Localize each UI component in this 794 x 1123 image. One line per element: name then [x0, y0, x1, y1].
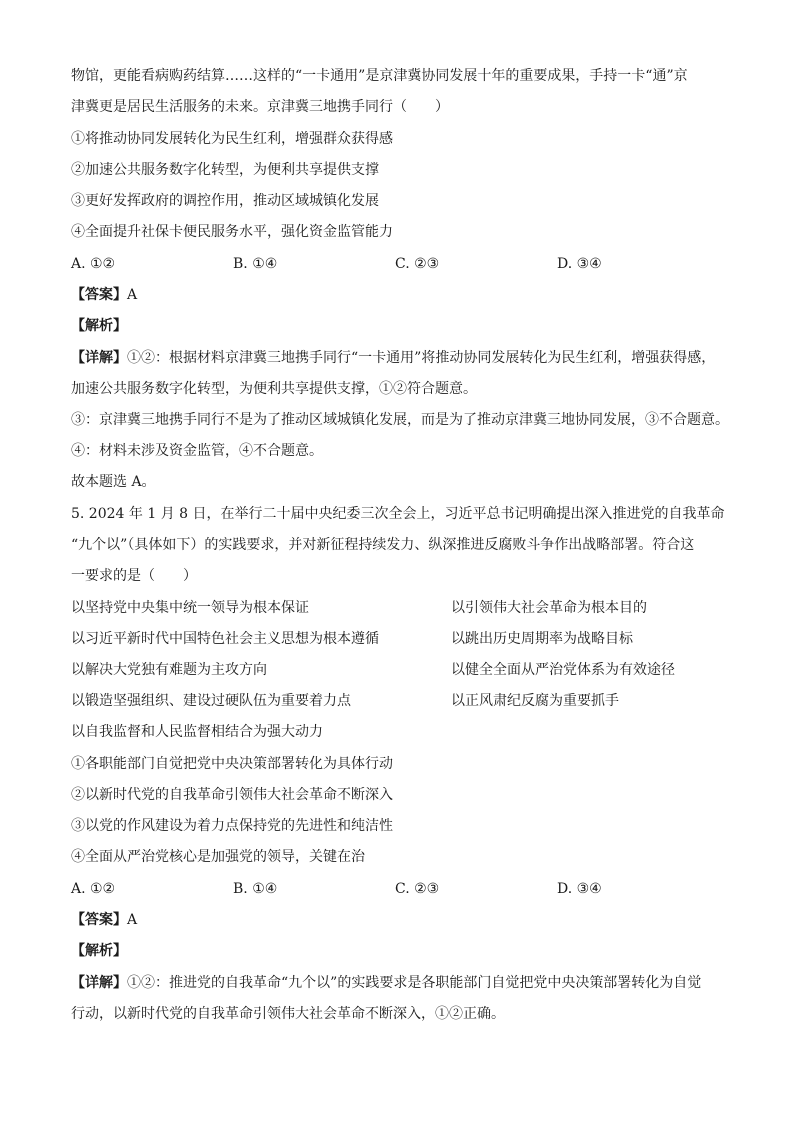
intro-line-2: 津冀更是居民生活服务的未来。京津冀三地携手同行（ ）: [71, 99, 449, 115]
q5-stem-1: 5. 2024 年 1 月 8 日，在举行二十届中央纪委三次全会上，习近平总书记明确提出深入推进党的自我革命: [71, 506, 725, 522]
detail-line-4: ④：材料未涉及资金监管，④不合题意。: [71, 443, 323, 459]
intro-line-1: 物馆，更能看病购药结算……这样的“一卡通用”是京津冀协同发展十年的重要成果，手持一卡“通”京: [71, 68, 688, 84]
q5-option-d: D. ③④: [557, 881, 602, 897]
statement-4: ④全面提升社保卡便民服务水平，强化资金监管能力: [71, 224, 393, 240]
option-c: C. ②③: [395, 256, 440, 272]
detail-line-3: ③：京津冀三地携手同行不是为了推动区域城镇化发展，而是为了推动京津冀三地协同发展，③不合题意。: [71, 412, 729, 428]
q5-option-c: C. ②③: [395, 881, 440, 897]
option-d: D. ③④: [557, 256, 602, 272]
answer: [71, 285, 137, 305]
q5-answer: [71, 910, 137, 930]
q5-pair-3: 以解决大党独有难题为主攻方向 以健全全面从严治党体系为有效途径: [71, 662, 675, 678]
q5-option-a: A. ①②: [71, 881, 116, 897]
q5-analysis-label: 【解析】: [71, 943, 127, 959]
option-b: B. ①④: [233, 256, 278, 272]
answer-value: A: [127, 287, 138, 303]
q5-detail-line-2: 行动，以新时代党的自我革命引领伟大社会革命不断深入，①②正确。: [71, 1006, 505, 1022]
statement-1: ①将推动协同发展转化为民生红利，增强群众获得感: [71, 131, 393, 147]
detail-label: 【详解】: [71, 350, 127, 366]
analysis-label: 【解析】: [71, 318, 127, 334]
q5-option-b: B. ①④: [233, 881, 278, 897]
q5-pair-4: 以锻造坚强组织、建设过硬队伍为重要着力点 以正风肃纪反腐为重要抓手: [71, 693, 619, 709]
q5-answer-value: A: [127, 912, 138, 928]
q5-answer-label: 【答案】: [71, 912, 127, 928]
q5-stem-3: 一要求的是（ ）: [71, 568, 197, 584]
answer-label: 【答案】: [71, 287, 127, 303]
q5-statement-3: ③以党的作风建设为着力点保持党的先进性和纯洁性: [71, 818, 393, 834]
options-row: [71, 254, 719, 274]
q5-statement-1: ①各职能部门自觉把党中央决策部署转化为具体行动: [71, 756, 393, 772]
q5-pair-2: 以习近平新时代中国特色社会主义思想为根本遵循 以跳出历史周期率为战略目标: [71, 631, 633, 647]
q5-detail-label: 【详解】: [71, 975, 127, 991]
q5-detail-line-1: 【详解】①②：推进党的自我革命“九个以”的实践要求是各职能部门自觉把党中央决策部署转化为自觉: [71, 975, 702, 991]
q5-options-row: [71, 879, 719, 899]
q5-last-item: 以自我监督和人民监督相结合为强大动力: [71, 724, 323, 740]
statement-3: ③更好发挥政府的调控作用，推动区域城镇化发展: [71, 193, 379, 209]
detail-line-5: 故本题选 A。: [71, 474, 156, 490]
detail-line-1: 【详解】①②：根据材料京津冀三地携手同行“一卡通用”将推动协同发展转化为民生红利，增强获得感，: [71, 350, 716, 366]
detail-line-2: 加速公共服务数字化转型，为便利共享提供支撑，①②符合题意。: [71, 381, 477, 397]
q5-pair-1: 以坚持党中央集中统一领导为根本保证 以引领伟大社会革命为根本目的: [71, 600, 647, 616]
option-a: A. ①②: [71, 256, 116, 272]
statement-2: ②加速公共服务数字化转型，为便利共享提供支撑: [71, 162, 379, 178]
q5-statement-2: ②以新时代党的自我革命引领伟大社会革命不断深入: [71, 787, 393, 803]
q5-statement-4: ④全面从严治党核心是加强党的领导，关键在治: [71, 849, 365, 865]
q5-stem-2: “九个以”（具体如下）的实践要求，并对新征程持续发力、纵深推进反腐败斗争作出战略部署。符合这: [71, 537, 695, 553]
